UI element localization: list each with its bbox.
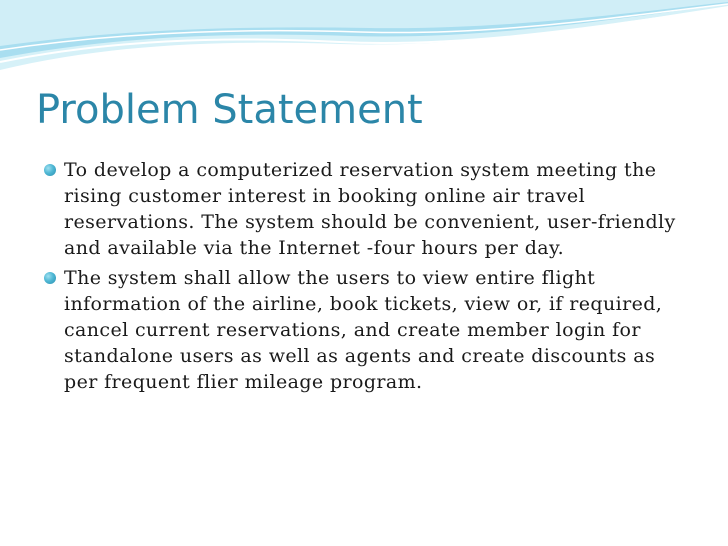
bullet-text: The system shall allow the users to view entire flight information of the airline, book tickets, view or, if required, cancel current reservations, and create member login for standalone users as well as agents and create discounts as per frequent flier mileage program.: [64, 267, 663, 393]
bullet-list: [44, 157, 694, 399]
slide-title: Problem Statement: [36, 87, 423, 133]
bullet-icon: [44, 272, 56, 284]
bullet-text: To develop a computerized reservation system meeting the rising customer interest in booking online air travel reservations. The system should be convenient, user-friendly and available via the Internet -four hours per day.: [64, 159, 676, 259]
bullet-icon: [44, 164, 56, 176]
bullet-item: [44, 157, 694, 261]
wave-decoration: [0, 0, 728, 90]
bullet-item: [44, 265, 694, 395]
